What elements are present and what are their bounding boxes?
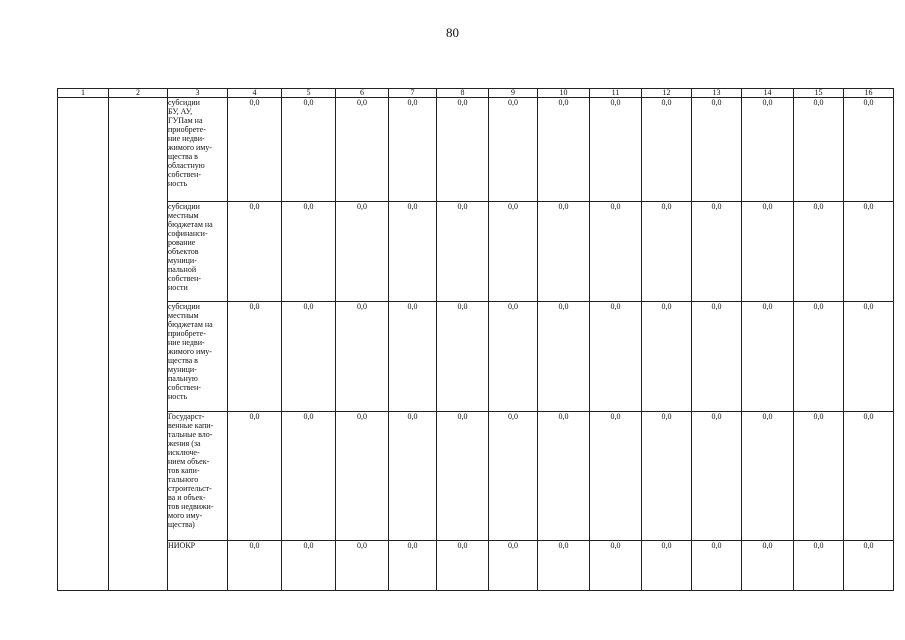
value-cell: 0,0	[437, 202, 489, 302]
row-label: субсидии БУ, АУ, ГУПам на приобрете- ние недви- жимого иму- щества в областную собствен- ность	[168, 98, 228, 202]
value-cell: 0,0	[742, 412, 794, 541]
page-number: 80	[446, 25, 459, 40]
value-cell: 0,0	[437, 541, 489, 591]
value-cell: 0,0	[336, 541, 389, 591]
value-cell: 0,0	[228, 202, 282, 302]
value-cell: 0,0	[742, 541, 794, 591]
value-cell: 0,0	[538, 412, 590, 541]
table-row	[58, 412, 894, 541]
table-row	[58, 302, 894, 412]
value-cell: 0,0	[844, 98, 894, 202]
value-cell: 0,0	[642, 541, 692, 591]
value-cell: 0,0	[642, 412, 692, 541]
value-cell: 0,0	[692, 98, 742, 202]
value-cell: 0,0	[228, 541, 282, 591]
value-cell: 0,0	[590, 412, 642, 541]
value-cell: 0,0	[794, 412, 844, 541]
value-cell: 0,0	[336, 412, 389, 541]
empty-cell	[58, 98, 109, 591]
row-label: субсидии местным бюджетам на софинанси- рование объектов муници- пальной собствен- ности	[168, 202, 228, 302]
value-cell: 0,0	[642, 202, 692, 302]
value-cell: 0,0	[794, 98, 844, 202]
value-cell: 0,0	[742, 98, 794, 202]
table-row	[58, 98, 894, 202]
value-cell: 0,0	[336, 98, 389, 202]
column-number: 10	[538, 89, 590, 98]
budget-table	[57, 88, 894, 591]
value-cell: 0,0	[692, 541, 742, 591]
value-cell: 0,0	[282, 202, 336, 302]
value-cell: 0,0	[742, 302, 794, 412]
value-cell: 0,0	[389, 202, 437, 302]
value-cell: 0,0	[228, 302, 282, 412]
value-cell: 0,0	[282, 302, 336, 412]
row-label: субсидии местным бюджетам на приобрете- ние недви- жимого иму- щества в муници- пальную собствен- ность	[168, 302, 228, 412]
value-cell: 0,0	[489, 98, 538, 202]
column-numbers-row	[58, 89, 894, 98]
column-number: 16	[844, 89, 894, 98]
table-row	[58, 541, 894, 591]
row-label: НИОКР	[168, 541, 228, 591]
value-cell: 0,0	[389, 412, 437, 541]
value-cell: 0,0	[742, 202, 794, 302]
value-cell: 0,0	[336, 202, 389, 302]
value-cell: 0,0	[794, 202, 844, 302]
column-number: 1	[58, 89, 109, 98]
value-cell: 0,0	[692, 412, 742, 541]
column-number: 15	[794, 89, 844, 98]
table-row	[58, 202, 894, 302]
column-number: 2	[109, 89, 168, 98]
value-cell: 0,0	[692, 302, 742, 412]
value-cell: 0,0	[489, 202, 538, 302]
value-cell: 0,0	[794, 302, 844, 412]
value-cell: 0,0	[389, 541, 437, 591]
value-cell: 0,0	[538, 202, 590, 302]
value-cell: 0,0	[437, 412, 489, 541]
column-number: 12	[642, 89, 692, 98]
value-cell: 0,0	[590, 98, 642, 202]
value-cell: 0,0	[489, 541, 538, 591]
value-cell: 0,0	[437, 302, 489, 412]
column-number: 13	[692, 89, 742, 98]
column-number: 8	[437, 89, 489, 98]
column-number: 6	[336, 89, 389, 98]
value-cell: 0,0	[489, 302, 538, 412]
value-cell: 0,0	[336, 302, 389, 412]
empty-cell	[109, 98, 168, 591]
value-cell: 0,0	[844, 202, 894, 302]
value-cell: 0,0	[844, 541, 894, 591]
value-cell: 0,0	[389, 98, 437, 202]
value-cell: 0,0	[282, 541, 336, 591]
value-cell: 0,0	[538, 98, 590, 202]
value-cell: 0,0	[538, 302, 590, 412]
row-label: Государст- венные капи- тальные вло- жения (за исключе- нием объек- тов капи- тального строительст- ва и объек- тов недвижи- мого иму- щества)	[168, 412, 228, 541]
column-number: 3	[168, 89, 228, 98]
value-cell: 0,0	[590, 202, 642, 302]
value-cell: 0,0	[590, 302, 642, 412]
value-cell: 0,0	[389, 302, 437, 412]
value-cell: 0,0	[692, 202, 742, 302]
value-cell: 0,0	[489, 412, 538, 541]
value-cell: 0,0	[282, 412, 336, 541]
column-number: 4	[228, 89, 282, 98]
value-cell: 0,0	[642, 98, 692, 202]
value-cell: 0,0	[437, 98, 489, 202]
column-number: 5	[282, 89, 336, 98]
value-cell: 0,0	[844, 412, 894, 541]
value-cell: 0,0	[642, 302, 692, 412]
value-cell: 0,0	[844, 302, 894, 412]
column-number: 14	[742, 89, 794, 98]
value-cell: 0,0	[228, 412, 282, 541]
value-cell: 0,0	[794, 541, 844, 591]
column-number: 11	[590, 89, 642, 98]
value-cell: 0,0	[538, 541, 590, 591]
value-cell: 0,0	[228, 98, 282, 202]
column-number: 7	[389, 89, 437, 98]
column-number: 9	[489, 89, 538, 98]
value-cell: 0,0	[282, 98, 336, 202]
value-cell: 0,0	[590, 541, 642, 591]
